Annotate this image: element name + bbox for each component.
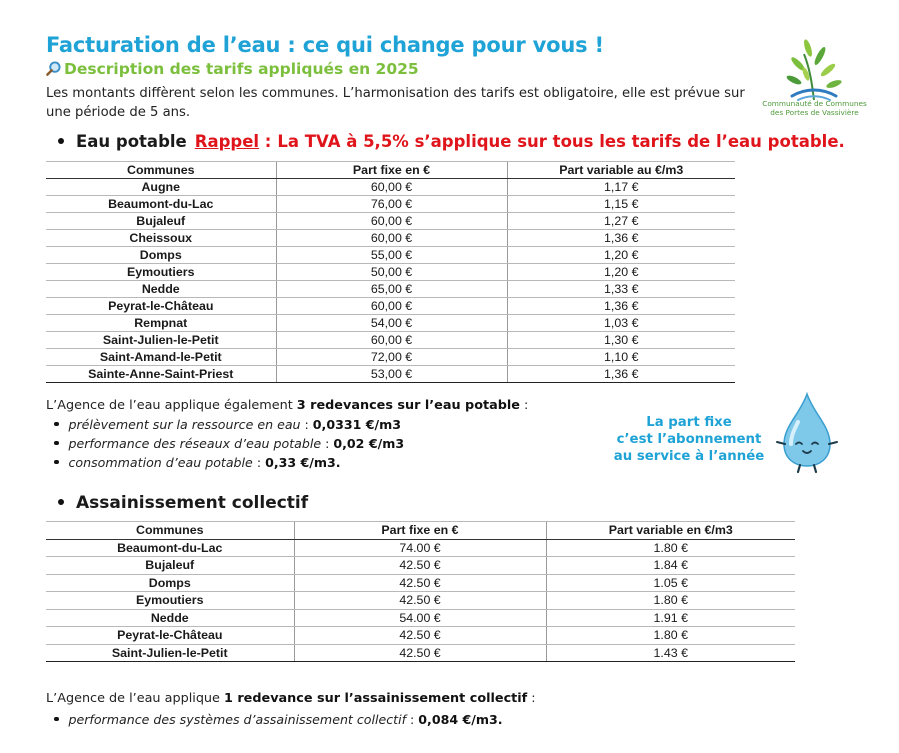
section-heading-sanitation (58, 493, 308, 513)
water-heading-text: Eau potable (76, 132, 187, 151)
fixed-part-cell: 54.00 € (294, 609, 546, 627)
column-header: Part fixe en € (276, 162, 507, 179)
fixed-part-cell: 42.50 € (294, 557, 546, 575)
fixed-part-cell: 60,00 € (276, 179, 507, 196)
table-row (46, 281, 735, 298)
commune-cell: Peyrat-le-Château (46, 298, 276, 315)
variable-part-cell: 1,15 € (507, 196, 735, 213)
water-rates-table (46, 161, 735, 383)
fee-separator: : (406, 712, 419, 727)
fixed-part-cell: 74.00 € (294, 539, 546, 557)
sanitation-agency-bold: 1 redevance sur l’assainissement collectif (224, 691, 528, 706)
water-agency-suffix: : (519, 398, 529, 413)
variable-part-cell: 1.84 € (546, 557, 795, 575)
variable-part-cell: 1,10 € (507, 349, 735, 366)
fee-separator: : (252, 455, 266, 470)
fee-label: performance des systèmes d’assainissement collectif (68, 712, 407, 727)
variable-part-cell: 1.80 € (546, 539, 795, 557)
commune-cell: Bujaleuf (46, 213, 276, 230)
intro-text: Les montants diffèrent selon les communes. L’harmonisation des tarifs est obligatoire, elle est prévue sur une période de 5 ans. (46, 86, 745, 120)
sanitation-agency-prefix: L’Agence de l’eau applique (46, 691, 224, 706)
variable-part-cell: 1.05 € (546, 574, 795, 592)
bullet-icon (58, 499, 64, 505)
variable-part-cell: 1,36 € (507, 298, 735, 315)
bullet-icon (54, 422, 59, 427)
water-drop-mascot-icon (774, 392, 840, 474)
table-row (46, 230, 735, 247)
water-agency-text (46, 398, 528, 413)
fixed-part-cell: 42.50 € (294, 644, 546, 662)
table-row (46, 366, 735, 383)
note-line: au service à l’année (613, 449, 765, 464)
water-agency-prefix: L’Agence de l’eau applique également (46, 398, 297, 413)
commune-cell: Bujaleuf (46, 557, 294, 575)
table-row (46, 196, 735, 213)
table-row (46, 539, 795, 557)
variable-part-cell: 1,03 € (507, 315, 735, 332)
bullet-icon (54, 441, 59, 446)
commune-cell: Saint-Julien-le-Petit (46, 332, 276, 349)
fixed-part-cell: 60,00 € (276, 213, 507, 230)
fixed-part-cell: 50,00 € (276, 264, 507, 281)
list-item (46, 434, 404, 453)
bullet-icon (54, 460, 59, 465)
commune-cell: Eymoutiers (46, 264, 276, 281)
fixed-part-note (604, 414, 774, 465)
variable-part-cell: 1,27 € (507, 213, 735, 230)
fee-label: consommation d’eau potable (68, 455, 253, 470)
variable-part-cell: 1.43 € (546, 644, 795, 662)
variable-part-cell: 1,20 € (507, 264, 735, 281)
commune-cell: Eymoutiers (46, 592, 294, 610)
logo-caption-line1: Communauté de Communes (762, 99, 867, 108)
table-row (46, 315, 735, 332)
commune-cell: Augne (46, 179, 276, 196)
rappel-colon: : (259, 132, 272, 151)
fixed-part-cell: 72,00 € (276, 349, 507, 366)
fixed-part-cell: 55,00 € (276, 247, 507, 264)
fee-label: performance des réseaux d’eau potable (68, 436, 322, 451)
commune-cell: Beaumont-du-Lac (46, 196, 276, 213)
fixed-part-cell: 42.50 € (294, 574, 546, 592)
sanitation-agency-suffix: : (527, 691, 536, 706)
table-row (46, 557, 795, 575)
column-header: Part variable au €/m3 (507, 162, 735, 179)
variable-part-cell: 1,20 € (507, 247, 735, 264)
variable-part-cell: 1,36 € (507, 230, 735, 247)
logo-caption (752, 99, 877, 117)
fixed-part-cell: 76,00 € (276, 196, 507, 213)
fee-label: prélèvement sur la ressource en eau (68, 417, 301, 432)
logo-caption-line2: des Portes de Vassivière (770, 108, 859, 117)
commune-cell: Domps (46, 247, 276, 264)
water-agency-bold: 3 redevances sur l’eau potable (296, 398, 520, 413)
column-header: Part fixe en € (294, 522, 546, 540)
table-row (46, 298, 735, 315)
fixed-part-cell: 60,00 € (276, 230, 507, 247)
fixed-part-cell: 65,00 € (276, 281, 507, 298)
table-row (46, 627, 795, 645)
table-row (46, 644, 795, 662)
fixed-part-cell: 60,00 € (276, 298, 507, 315)
note-line: La part fixe (646, 415, 732, 430)
table-row (46, 264, 735, 281)
variable-part-cell: 1,30 € (507, 332, 735, 349)
fixed-part-cell: 54,00 € (276, 315, 507, 332)
table-row (46, 179, 735, 196)
commune-cell: Cheissoux (46, 230, 276, 247)
variable-part-cell: 1,17 € (507, 179, 735, 196)
variable-part-cell: 1.80 € (546, 627, 795, 645)
table-row (46, 609, 795, 627)
variable-part-cell: 1.80 € (546, 592, 795, 610)
fee-value: 0,084 €/m3. (418, 712, 503, 727)
magnifier-icon (46, 61, 61, 76)
list-item (46, 453, 404, 472)
commune-cell: Beaumont-du-Lac (46, 539, 294, 557)
commune-cell: Saint-Julien-le-Petit (46, 644, 294, 662)
fixed-part-cell: 53,00 € (276, 366, 507, 383)
column-header: Communes (46, 522, 294, 540)
table-row (46, 247, 735, 264)
table-row (46, 349, 735, 366)
page-subtitle (46, 60, 419, 78)
commune-cell: Domps (46, 574, 294, 592)
sanitation-heading-text: Assainissement collectif (76, 493, 309, 513)
commune-cell: Nedde (46, 609, 294, 627)
fixed-part-cell: 42.50 € (294, 627, 546, 645)
table-row (46, 574, 795, 592)
rappel-label: Rappel (194, 132, 260, 151)
fee-value: 0,0331 €/m3 (312, 417, 402, 432)
section-heading-water (58, 132, 845, 151)
fee-separator: : (300, 417, 313, 432)
variable-part-cell: 1,36 € (507, 366, 735, 383)
sanitation-agency-text (46, 691, 536, 706)
vat-note: La TVA à 5,5% s’applique sur tous les tarifs de l’eau potable. (277, 132, 845, 151)
commune-cell: Sainte-Anne-Saint-Priest (46, 366, 276, 383)
variable-part-cell: 1.91 € (546, 609, 795, 627)
page-title: Facturation de l’eau : ce qui change pour vous ! (46, 33, 604, 57)
fixed-part-cell: 60,00 € (276, 332, 507, 349)
fee-separator: : (321, 436, 334, 451)
table-row (46, 332, 735, 349)
commune-cell: Peyrat-le-Château (46, 627, 294, 645)
bullet-icon (58, 138, 64, 144)
fixed-part-cell: 42.50 € (294, 592, 546, 610)
water-fee-list (46, 415, 404, 472)
bullet-icon (54, 717, 59, 722)
list-item (46, 710, 503, 729)
list-item (46, 415, 404, 434)
fee-value: 0,33 €/m3. (265, 455, 341, 470)
table-row (46, 592, 795, 610)
sanitation-fee-list (46, 710, 503, 729)
column-header: Communes (46, 162, 276, 179)
sanitation-rates-table (46, 521, 795, 662)
note-line: c’est l’abonnement (616, 432, 762, 447)
column-header: Part variable en €/m3 (546, 522, 795, 540)
table-row (46, 213, 735, 230)
subtitle-text: Description des tarifs appliqués en 2025 (64, 60, 419, 78)
fee-value: 0,02 €/m3 (333, 436, 405, 451)
variable-part-cell: 1,33 € (507, 281, 735, 298)
commune-cell: Nedde (46, 281, 276, 298)
commune-cell: Saint-Amand-le-Petit (46, 349, 276, 366)
commune-cell: Rempnat (46, 315, 276, 332)
